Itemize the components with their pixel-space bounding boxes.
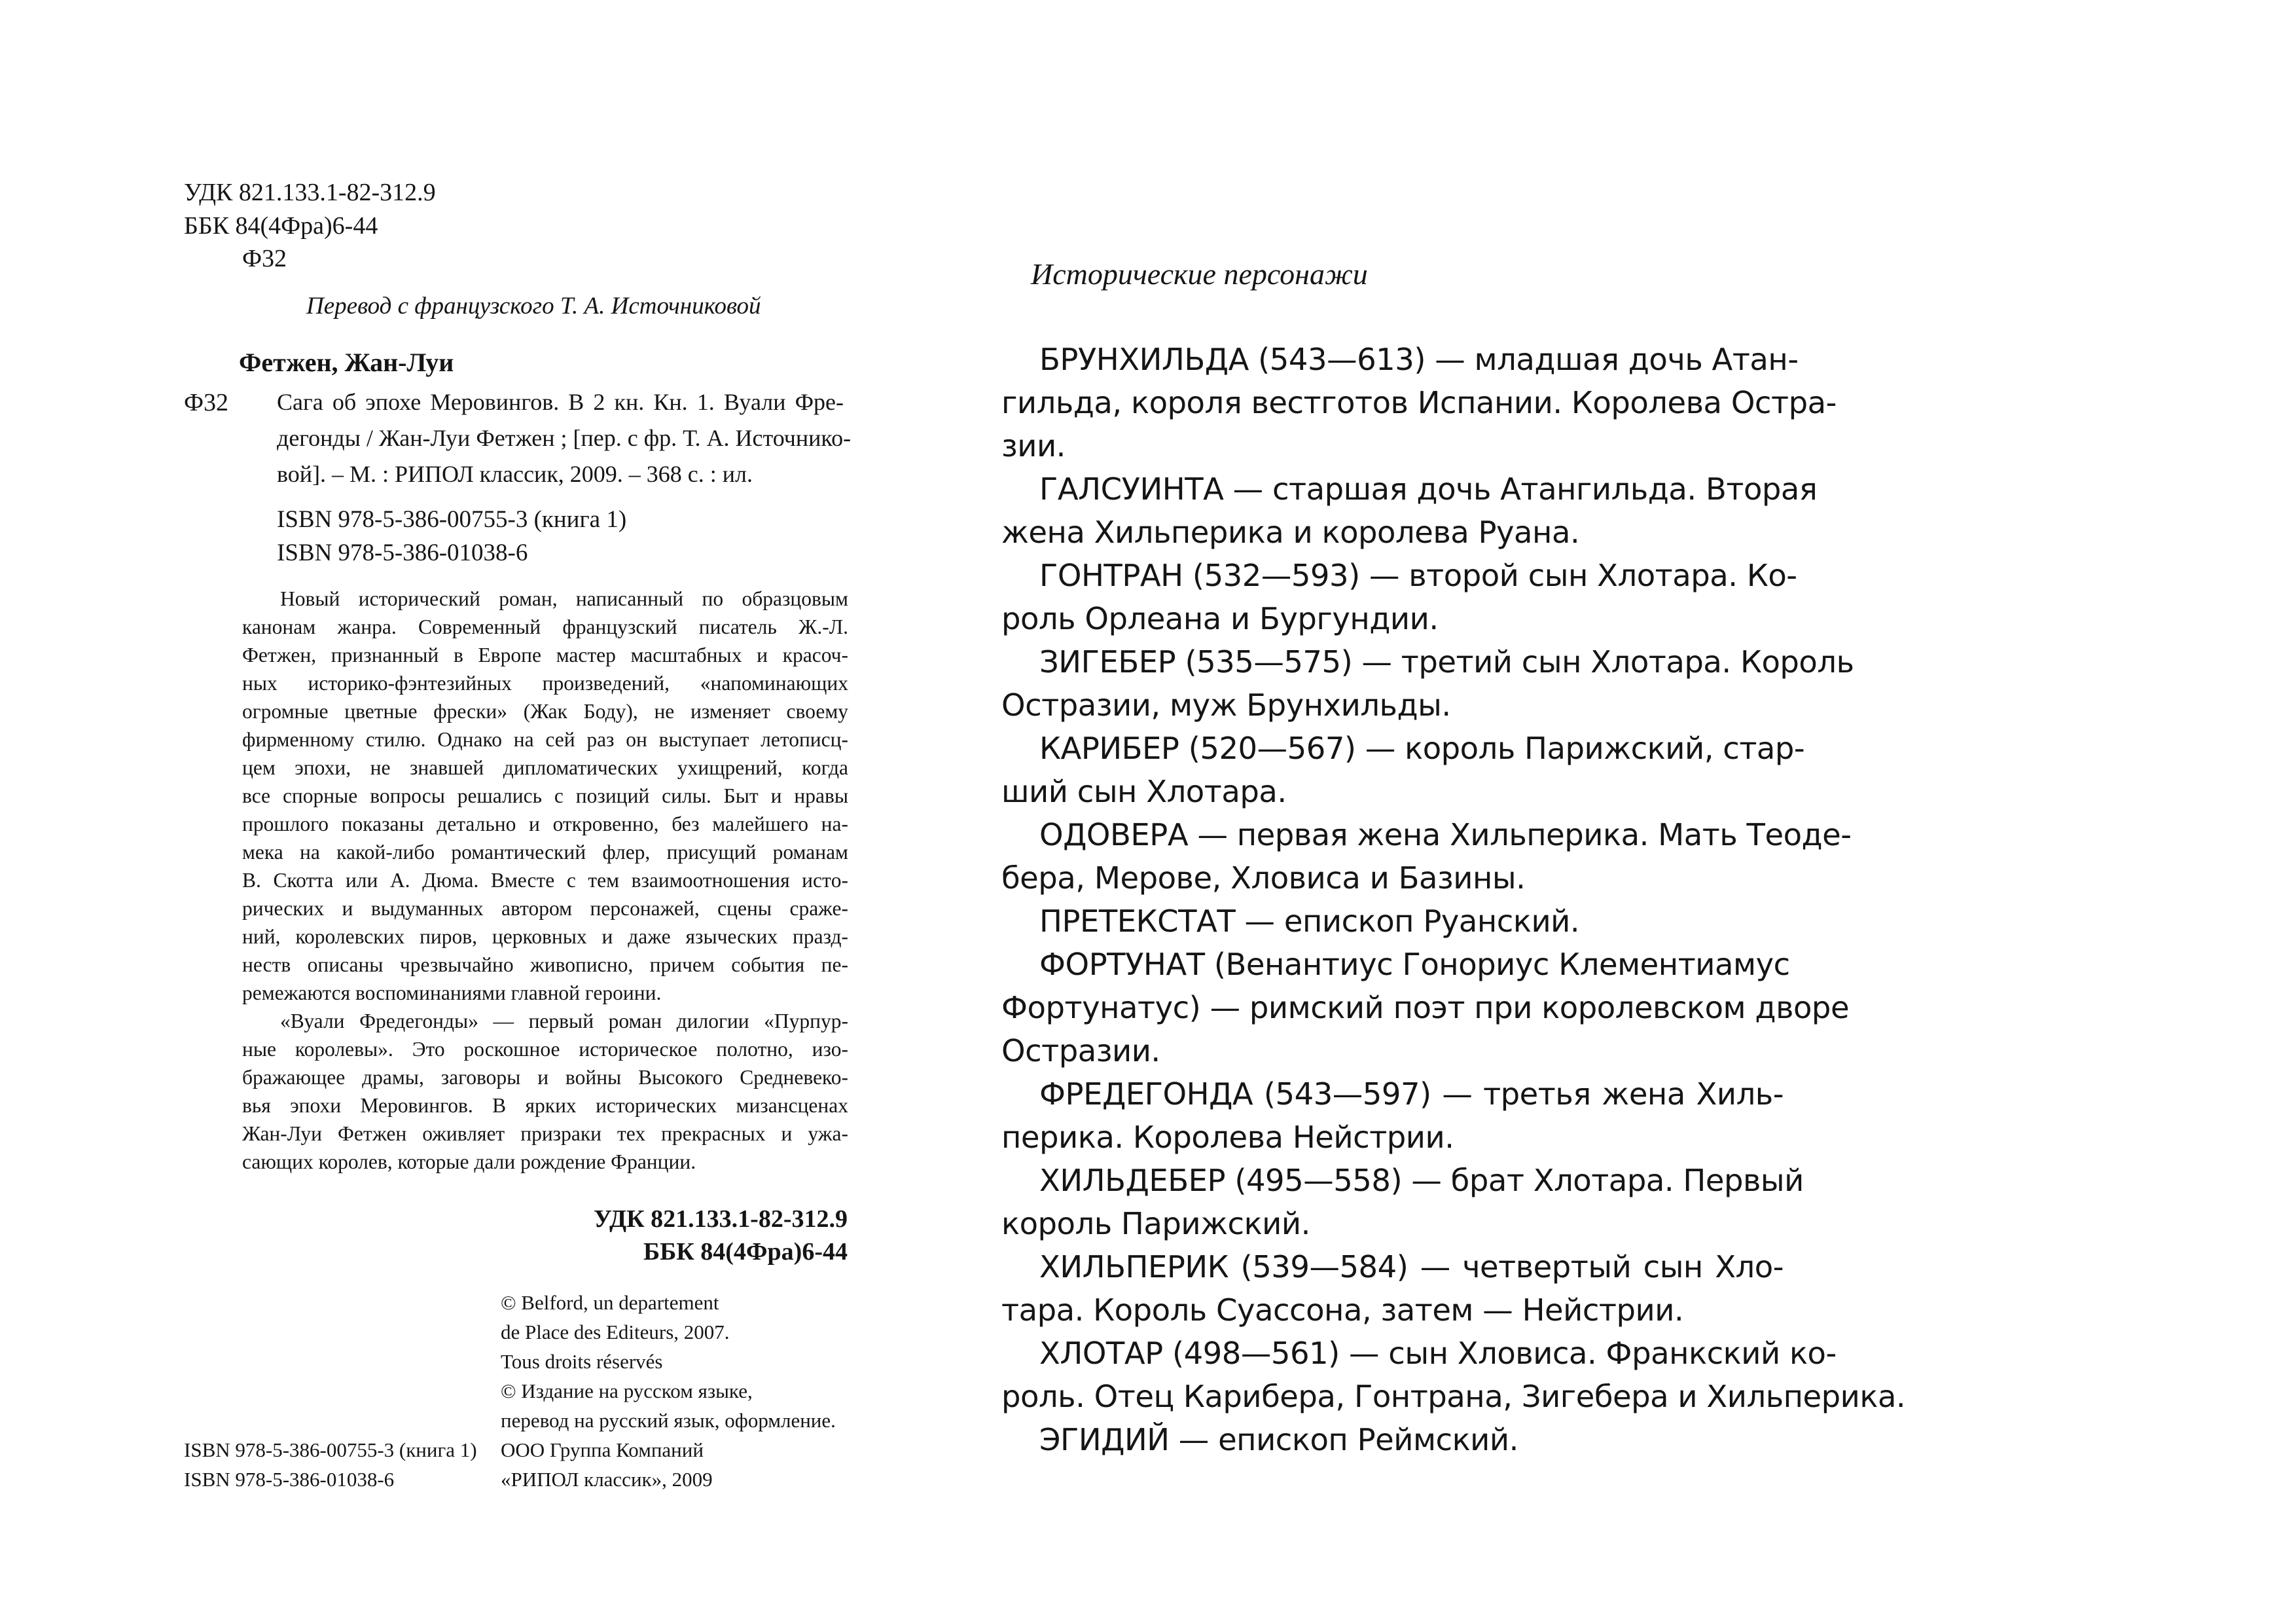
copyright-line: de Place des Editeurs, 2007. — [501, 1321, 730, 1343]
abstract-line: цем эпохи, не знавшей дипломатических ухищрений, когда — [242, 756, 848, 779]
entry-line: ЭГИДИЙ — епископ Реймский. — [1039, 1422, 1518, 1457]
udc-top: УДК 821.133.1-82-312.9 — [184, 179, 436, 206]
abstract-line: прошлого показаны детально и откровенно, без малейшего на- — [242, 812, 848, 835]
copyright-line: Tous droits réservés — [501, 1350, 663, 1373]
bbk-top: ББК 84(4Фра)6-44 — [184, 212, 378, 240]
entry-line: ХИЛЬПЕРИК (539—584) — четвертый сын Хло- — [1039, 1249, 1784, 1285]
entry-line: БРУНХИЛЬДА (543—613) — младшая дочь Атан- — [1039, 342, 1799, 377]
abstract-line: ные королевы». Это роскошное историческое полотно, изо- — [242, 1038, 848, 1061]
author-heading: Фетжен, Жан-Луи — [239, 348, 454, 377]
entry-line: ЗИГЕБЕР (535—575) — третий сын Хлотара. Король — [1039, 644, 1854, 680]
entry-line: ФОРТУНАТ (Венантиус Гонориус Клементиамус — [1039, 947, 1790, 982]
isbn-small-set: ISBN 978-5-386-01038-6 — [184, 1468, 395, 1491]
copyright-line: перевод на русский язык, оформление. — [501, 1409, 836, 1432]
entry-line: бера, Мерове, Хловиса и Базины. — [1001, 860, 1526, 896]
biblio-line: дегонды / Жан-Луи Фетжен ; [пер. с фр. Т. А. Источнико- — [277, 425, 852, 451]
abstract-line: фирменному стилю. Однако на сей раз он выступает летописц- — [242, 728, 848, 751]
copyright-line: ООО Группа Компаний — [501, 1438, 704, 1461]
abstract-line: канонам жанра. Современный французский писатель Ж.-Л. — [242, 615, 848, 638]
entry-line: роль. Отец Карибера, Гонтрана, Зигебера и Хильперика. — [1001, 1379, 1906, 1414]
abstract-line: «Вуали Фредегонды» — первый роман дилогии «Пурпур- — [280, 1010, 848, 1032]
abstract-line: вья эпохи Меровингов. В ярких исторических мизансценах — [242, 1094, 848, 1117]
abstract-line: ний, королевских пиров, церковных и даже языческих празд- — [242, 925, 848, 948]
abstract-line: Жан-Луи Фетжен оживляет призраки тех прекрасных и ужа- — [242, 1122, 848, 1145]
entry-line: ХЛОТАР (498—561) — сын Хловиса. Франкский ко- — [1039, 1336, 1837, 1371]
abstract-line: бражающее драмы, заговоры и войны Высокого Средневеко- — [242, 1066, 848, 1089]
entry-line: жена Хильперика и королева Руана. — [1001, 515, 1580, 550]
entry-line: ФРЕДЕГОНДА (543—597) — третья жена Хиль- — [1039, 1076, 1784, 1112]
entry-line: КАРИБЕР (520—567) — король Парижский, стар- — [1039, 731, 1805, 766]
isbn-book-1: ISBN 978-5-386-00755-3 (книга 1) — [277, 506, 627, 533]
entry-line: тара. Король Суассона, затем — Нейстрии. — [1001, 1292, 1684, 1328]
entry-line: ГАЛСУИНТА — старшая дочь Атангильда. Вторая — [1039, 471, 1818, 507]
abstract-line: В. Скотта или А. Дюма. Вместе с тем взаимоотношения истo- — [242, 869, 848, 892]
abstract-line: ремежаются воспоминаниями главной героини. — [242, 981, 662, 1004]
entry-line: король Парижский. — [1001, 1206, 1310, 1241]
entry-line: ОДОВЕРА — первая жена Хильперика. Мать Теоде- — [1039, 817, 1852, 852]
section-title: Исторические персонажи — [1031, 257, 1368, 291]
translation-credit: Перевод с французского Т. А. Источниковой — [306, 293, 761, 319]
abstract-line: огромные цветные фрески» (Жак Боду), не изменяет своему — [242, 700, 848, 723]
entry-line: ХИЛЬДЕБЕР (495—558) — брат Хлотара. Первый — [1039, 1163, 1804, 1198]
entry-line: ПРЕТЕКСТАТ — епископ Руанский. — [1039, 903, 1580, 939]
copyright-line: «РИПОЛ классик», 2009 — [501, 1468, 713, 1491]
abstract-line: мека на какой-либо романтический флер, присущий романам — [242, 841, 848, 864]
isbn-small-book-1: ISBN 978-5-386-00755-3 (книга 1) — [184, 1438, 477, 1461]
abstract-line: рических и выдуманных автором персонажей, сцены сраже- — [242, 897, 848, 920]
entry-line: гильда, короля вестготов Испании. Королева Остра- — [1001, 385, 1837, 420]
author-code-top: Ф32 — [242, 245, 287, 272]
abstract-line: неств описаны чрезвычайно живописно, причем события пе- — [242, 953, 848, 976]
abstract-line: сающих королев, которые дали рождение Франции. — [242, 1150, 696, 1173]
copyright-line: © Издание на русском языке, — [501, 1379, 753, 1402]
entry-line: Остразии. — [1001, 1033, 1160, 1068]
author-code: Ф32 — [184, 389, 229, 416]
entry-line: Фортунатус) — римский поэт при королевском дворе — [1001, 990, 1850, 1025]
entry-line: зии. — [1001, 428, 1066, 464]
abstract-line: Фетжен, признанный в Европе мастер масштабных и красоч- — [242, 644, 848, 666]
entry-line: перика. Королева Нейстрии. — [1001, 1120, 1454, 1155]
biblio-line: Сага об эпохе Меровингов. В 2 кн. Кн. 1. Вуали Фре- — [277, 389, 844, 415]
udc-bottom: УДК 821.133.1-82-312.9 — [593, 1205, 848, 1233]
entry-line: ГОНТРАН (532—593) — второй сын Хлотара. Ко- — [1039, 558, 1797, 593]
abstract-line: все спорные вопросы решались с позиций силы. Быт и нравы — [242, 784, 848, 807]
copyright-line: © Belford, un departement — [501, 1291, 719, 1314]
entry-line: роль Орлеана и Бургундии. — [1001, 601, 1439, 636]
entry-line: Остразии, муж Брунхильды. — [1001, 687, 1451, 723]
abstract-line: Новый исторический роман, написанный по образцовым — [280, 587, 848, 610]
bbk-bottom: ББК 84(4Фра)6-44 — [643, 1238, 848, 1266]
biblio-line: вой]. – М. : РИПОЛ классик, 2009. – 368 с. : ил. — [277, 461, 753, 487]
entry-line: ший сын Хлотара. — [1001, 774, 1287, 809]
isbn-set: ISBN 978-5-386-01038-6 — [277, 539, 528, 566]
abstract-line: ных историко-фэнтезийных произведений, «напоминающих — [242, 672, 848, 695]
